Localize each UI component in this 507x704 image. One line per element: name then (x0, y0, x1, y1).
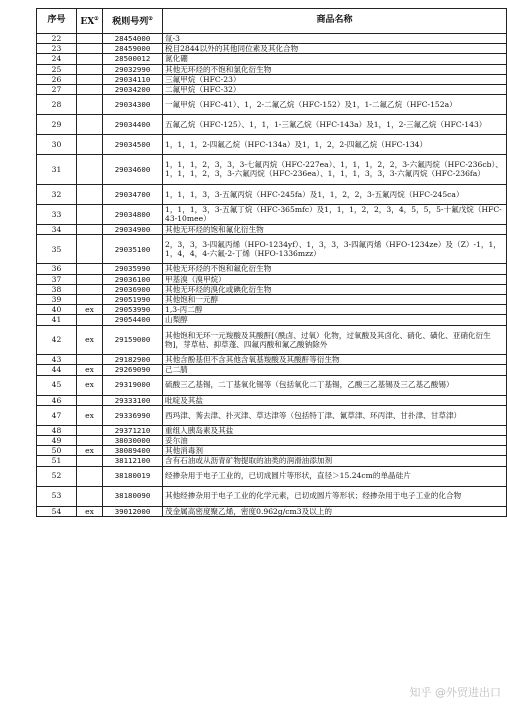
cell-code: 29319000 (103, 375, 163, 395)
table-row (37, 234, 507, 264)
cell-seq: 30 (37, 135, 77, 155)
cell-seq: 41 (37, 315, 77, 325)
cell-ex (77, 74, 103, 84)
cell-code: 29159000 (103, 325, 163, 355)
cell-name: 1,3-丙二醇 (163, 305, 507, 315)
table-row (37, 365, 507, 375)
cell-name: 1，1，1，3，3-五氟丁烷（HFC-365mfc）及1，1，1，2，2，3，4，5，5，5-十氟戊烷（HFC-43-10mee） (163, 204, 507, 224)
cell-name: 重组人胰岛素及其盐 (163, 425, 507, 435)
table-row (37, 506, 507, 516)
cell-seq: 42 (37, 325, 77, 355)
cell-ex (77, 466, 103, 486)
cell-ex: ex (77, 375, 103, 395)
cell-seq: 39 (37, 295, 77, 305)
table-row (37, 355, 507, 365)
cell-code: 28500012 (103, 54, 163, 64)
cell-name: 经掺杂用于电子工业的，已切成圆片等形状，直径＞15.24cm的单晶硅片 (163, 466, 507, 486)
cell-code: 29054400 (103, 315, 163, 325)
cell-name: 氮化硼 (163, 54, 507, 64)
cell-name: 其他无环烃的溴化或碘化衍生物 (163, 284, 507, 294)
cell-ex (77, 155, 103, 185)
table-row (37, 204, 507, 224)
cell-seq: 53 (37, 486, 77, 506)
cell-name: 二氟甲烷（HFC-32） (163, 85, 507, 95)
cell-ex: ex (77, 325, 103, 355)
table-row (37, 264, 507, 274)
cell-seq: 26 (37, 74, 77, 84)
cell-code: 29036100 (103, 274, 163, 284)
cell-name: 1，1，1，2-四氟乙烷（HFC-134a）及1，1，2，2-四氟乙烷（HFC-134） (163, 135, 507, 155)
table-row (37, 315, 507, 325)
cell-code: 29051990 (103, 295, 163, 305)
cell-seq: 38 (37, 284, 77, 294)
cell-ex (77, 274, 103, 284)
cell-ex (77, 234, 103, 264)
cell-name: 茂金属高密度聚乙烯，密度0.962g/cm3及以上的 (163, 506, 507, 516)
cell-ex (77, 355, 103, 365)
header-ex-label: EX (80, 16, 95, 27)
cell-code: 29269090 (103, 365, 163, 375)
cell-name: 2，3，3，3-四氟丙烯（HFO-1234yf）、1，3，3，3-四氟丙烯（HFO-1234ze）及（Z）-1，1，1，4，4，4-六氟-2-丁烯（HFO-1336mzz） (163, 234, 507, 264)
cell-ex (77, 486, 103, 506)
table-row (37, 44, 507, 54)
cell-code: 38180090 (103, 486, 163, 506)
cell-ex (77, 184, 103, 204)
cell-code: 29053990 (103, 305, 163, 315)
cell-name: 己二腈 (163, 365, 507, 375)
cell-code: 29333100 (103, 395, 163, 405)
table-row (37, 486, 507, 506)
cell-seq: 28 (37, 95, 77, 115)
table-row (37, 466, 507, 486)
cell-name: 含有石油或从沥青矿物提取的油类的润滑油添加剂 (163, 456, 507, 466)
cell-seq: 31 (37, 155, 77, 185)
cell-name: 吡啶及其盐 (163, 395, 507, 405)
cell-code: 29035990 (103, 264, 163, 274)
cell-name: 其他无环烃的不饱和氟化衍生物 (163, 264, 507, 274)
cell-ex (77, 264, 103, 274)
cell-code: 29034600 (103, 155, 163, 185)
cell-seq: 40 (37, 305, 77, 315)
header-seq: 序号 (37, 9, 77, 34)
table-row (37, 54, 507, 64)
cell-seq: 45 (37, 375, 77, 395)
cell-code: 29034200 (103, 85, 163, 95)
cell-code: 29034400 (103, 115, 163, 135)
cell-ex: ex (77, 405, 103, 425)
header-ex (77, 9, 103, 34)
table-row (37, 74, 507, 84)
table-row (37, 274, 507, 284)
table-row (37, 95, 507, 115)
cell-seq: 54 (37, 506, 77, 516)
cell-ex (77, 64, 103, 74)
cell-seq: 52 (37, 466, 77, 486)
table-row (37, 115, 507, 135)
table-row (37, 446, 507, 456)
table-row (37, 375, 507, 395)
cell-code: 38089400 (103, 446, 163, 456)
table-row (37, 135, 507, 155)
cell-code: 38112100 (103, 456, 163, 466)
cell-code: 29034800 (103, 204, 163, 224)
table-row (37, 325, 507, 355)
table-row (37, 284, 507, 294)
cell-ex (77, 395, 103, 405)
cell-ex (77, 34, 103, 44)
cell-seq: 27 (37, 85, 77, 95)
table-row (37, 295, 507, 305)
table-row (37, 435, 507, 445)
cell-name: 其他经掺杂用于电子工业的化学元素，已切成圆片等形状；经掺杂用于电子工业的化合物 (163, 486, 507, 506)
cell-code: 29032990 (103, 64, 163, 74)
cell-code: 29036900 (103, 284, 163, 294)
cell-code: 29035100 (103, 234, 163, 264)
table-row (37, 224, 507, 234)
table-row (37, 64, 507, 74)
cell-name: 其他饱和无环一元羧酸及其酸酐[（酰卤、过氧）化物，过氧酸及其卤化、硝化、磺化、亚硝化衍生物]，芽草枯、抑草蓬、四氟丙酸和氟乙酸钠除外 (163, 325, 507, 355)
cell-ex (77, 435, 103, 445)
cell-name: 三氟甲烷（HFC-23） (163, 74, 507, 84)
table-row (37, 155, 507, 185)
cell-name: 西玛津、莠去津、扑灭津、草达津等（包括特丁津、氰草津、环丙津、甘扑津、甘草津） (163, 405, 507, 425)
cell-name: 其他无环烃的饱和氟化衍生物 (163, 224, 507, 234)
tariff-table (36, 8, 507, 517)
cell-code: 29034300 (103, 95, 163, 115)
cell-code: 39012000 (103, 506, 163, 516)
table-row (37, 34, 507, 44)
header-ex-footnote-mark: ① (94, 15, 99, 22)
cell-ex (77, 85, 103, 95)
cell-name: 一氟甲烷（HFC-41）、1，2-二氟乙烷（HFC-152）及1，1-二氟乙烷（HFC-152a） (163, 95, 507, 115)
cell-seq: 50 (37, 446, 77, 456)
cell-code: 28454000 (103, 34, 163, 44)
cell-ex: ex (77, 506, 103, 516)
cell-ex (77, 54, 103, 64)
cell-name: 氚-3 (163, 34, 507, 44)
cell-name: 硫酸三乙基锡，二丁基氧化锡等（包括氧化二丁基锡，乙酸三乙基锡及三乙基乙酸锡） (163, 375, 507, 395)
cell-code: 38180019 (103, 466, 163, 486)
table-row (37, 184, 507, 204)
cell-seq: 32 (37, 184, 77, 204)
cell-name: 其他饱和一元醇 (163, 295, 507, 305)
watermark-label: 知乎 @外贸进出口 (409, 686, 501, 699)
cell-seq: 43 (37, 355, 77, 365)
cell-seq: 48 (37, 425, 77, 435)
cell-seq: 34 (37, 224, 77, 234)
cell-ex (77, 204, 103, 224)
table-row (37, 405, 507, 425)
cell-ex (77, 425, 103, 435)
cell-name: 甲基溴（溴甲烷） (163, 274, 507, 284)
cell-seq: 46 (37, 395, 77, 405)
cell-name: 五氟乙烷（HFC-125）、1，1，1-三氟乙烷（HFC-143a）及1，1，2-三氟乙烷（HFC-143） (163, 115, 507, 135)
cell-code: 29034500 (103, 135, 163, 155)
cell-ex (77, 284, 103, 294)
cell-seq: 29 (37, 115, 77, 135)
table-row (37, 425, 507, 435)
cell-seq: 24 (37, 54, 77, 64)
cell-ex (77, 315, 103, 325)
cell-ex (77, 115, 103, 135)
cell-seq: 22 (37, 34, 77, 44)
cell-seq: 49 (37, 435, 77, 445)
cell-ex (77, 224, 103, 234)
cell-seq: 25 (37, 64, 77, 74)
cell-name: 其他无环烃的不饱和氯化衍生物 (163, 64, 507, 74)
table-row (37, 85, 507, 95)
header-code (103, 9, 163, 34)
cell-code: 28459000 (103, 44, 163, 54)
table-row (37, 305, 507, 315)
cell-code: 29336990 (103, 405, 163, 425)
cell-seq: 37 (37, 274, 77, 284)
cell-seq: 36 (37, 264, 77, 274)
cell-ex: ex (77, 305, 103, 315)
cell-ex: ex (77, 365, 103, 375)
header-code-footnote-mark: ② (148, 15, 153, 22)
cell-ex (77, 135, 103, 155)
header-name: 商品名称 (163, 9, 507, 34)
cell-name: 妥尔油 (163, 435, 507, 445)
cell-ex (77, 95, 103, 115)
cell-ex (77, 44, 103, 54)
cell-seq: 44 (37, 365, 77, 375)
cell-seq: 35 (37, 234, 77, 264)
cell-ex (77, 456, 103, 466)
cell-name: 其他含酚基但不含其他含氧基羧酸及其酸酐等衍生物 (163, 355, 507, 365)
cell-code: 38030000 (103, 435, 163, 445)
header-code-label: 税则号列 (112, 16, 149, 27)
cell-name: 税目2844以外的其他同位素及其化合物 (163, 44, 507, 54)
cell-ex (77, 295, 103, 305)
table-row (37, 456, 507, 466)
cell-name: 山梨醇 (163, 315, 507, 325)
cell-name: 1，1，1，3，3-五氟丙烷（HFC-245fa）及1，1，2，2，3-五氟丙烷（HFC-245ca） (163, 184, 507, 204)
table-row (37, 395, 507, 405)
cell-code: 29034900 (103, 224, 163, 234)
cell-name: 1，1，1，2，3，3，3-七氟丙烷（HFC-227ea）、1，1，1，2，2，3-六氟丙烷（HFC-236cb）、1，1，1，2，3，3-六氟丙烷（HFC-236ea）、1，1，1，3，3，3-六氟丙烷（HFC-236fa） (163, 155, 507, 185)
cell-seq: 47 (37, 405, 77, 425)
cell-name: 其他消毒剂 (163, 446, 507, 456)
tariff-table-sheet (36, 8, 507, 517)
cell-seq: 23 (37, 44, 77, 54)
table-header-row (37, 9, 507, 34)
cell-code: 29371210 (103, 425, 163, 435)
cell-seq: 51 (37, 456, 77, 466)
cell-code: 29034700 (103, 184, 163, 204)
cell-code: 29034110 (103, 74, 163, 84)
cell-seq: 33 (37, 204, 77, 224)
cell-ex: ex (77, 446, 103, 456)
cell-code: 29182900 (103, 355, 163, 365)
